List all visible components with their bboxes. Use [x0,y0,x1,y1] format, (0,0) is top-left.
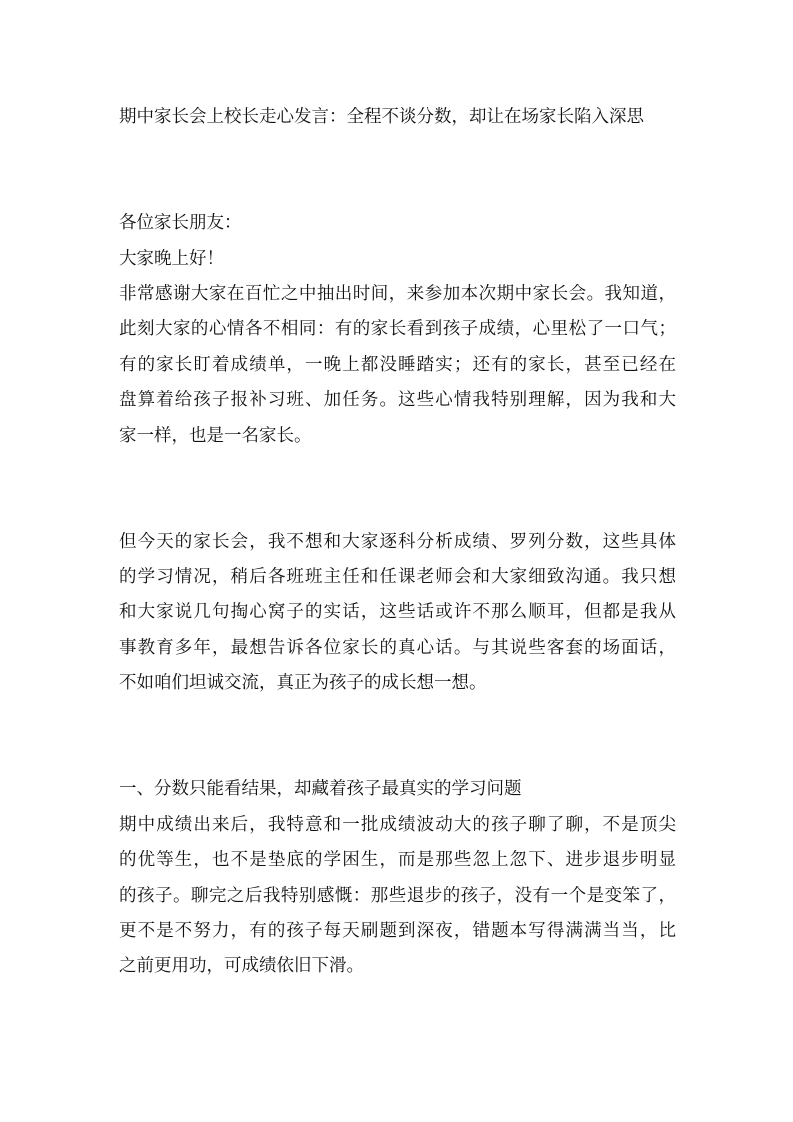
paragraph-line: 事教育多年，最想告诉各位家长的真心话。与其说些客套的场面话， [119,637,676,658]
paragraph-line: 有的家长盯着成绩单，一晚上都没睡踏实；还有的家长，甚至已经在 [119,354,676,375]
spacer [119,702,679,737]
paragraph-line: 更不是不努力，有的孩子每天刷题到深夜，错题本写得满满当当，比 [119,920,676,941]
paragraph-line: 的孩子。聊完之后我特别感慨：那些退步的孩子，没有一个是变笨了， [119,885,676,906]
paragraph-line: 不如咱们坦诚交流，真正为孩子的成长想一想。 [119,673,487,694]
section-heading: 一、分数只能看结果，却藏着孩子最真实的学习问题 [119,779,522,800]
spacer [119,135,679,170]
document-title: 期中家长会上校长走心发言：全程不谈分数，却让在场家长陷入深思 [119,107,644,127]
paragraph-line: 家一样，也是一名家长。 [119,425,312,446]
paragraph-line: 非常感谢大家在百忙之中抽出时间，来参加本次期中家长会。我知道， [119,283,676,304]
paragraph-line: 之前更用功，可成绩依旧下滑。 [119,956,364,977]
paragraph-line: 期中成绩出来后，我特意和一批成绩波动大的孩子聊了聊，不是顶尖 [119,814,676,835]
spacer [119,454,679,489]
paragraph-line: 的优等生，也不是垫底的学困生，而是那些忽上忽下、进步退步明显 [119,850,676,871]
paragraph-3 [119,808,679,985]
paragraph-line: 和大家说几句掏心窝子的实话，这些话或许不那么顺耳，但都是我从 [119,602,676,623]
document-body [119,100,679,985]
paragraph-line: 此刻大家的心情各不相同：有的家长看到孩子成绩，心里松了一口气； [119,319,676,340]
paragraph-1 [119,277,679,454]
salutation: 大家晚上好！ [119,248,224,269]
spacer [119,489,679,524]
paragraph-line: 但今天的家长会，我不想和大家逐科分析成绩、罗列分数，这些具体 [119,531,676,552]
paragraph-line: 的学习情况，稍后各班班主任和任课老师会和大家细致沟通。我只想 [119,567,676,588]
paragraph-line: 盘算着给孩子报补习班、加任务。这些心情我特别理解，因为我和大 [119,390,676,411]
spacer [119,737,679,772]
spacer [119,171,679,206]
greeting: 各位家长朋友： [119,213,242,234]
paragraph-2 [119,525,679,702]
